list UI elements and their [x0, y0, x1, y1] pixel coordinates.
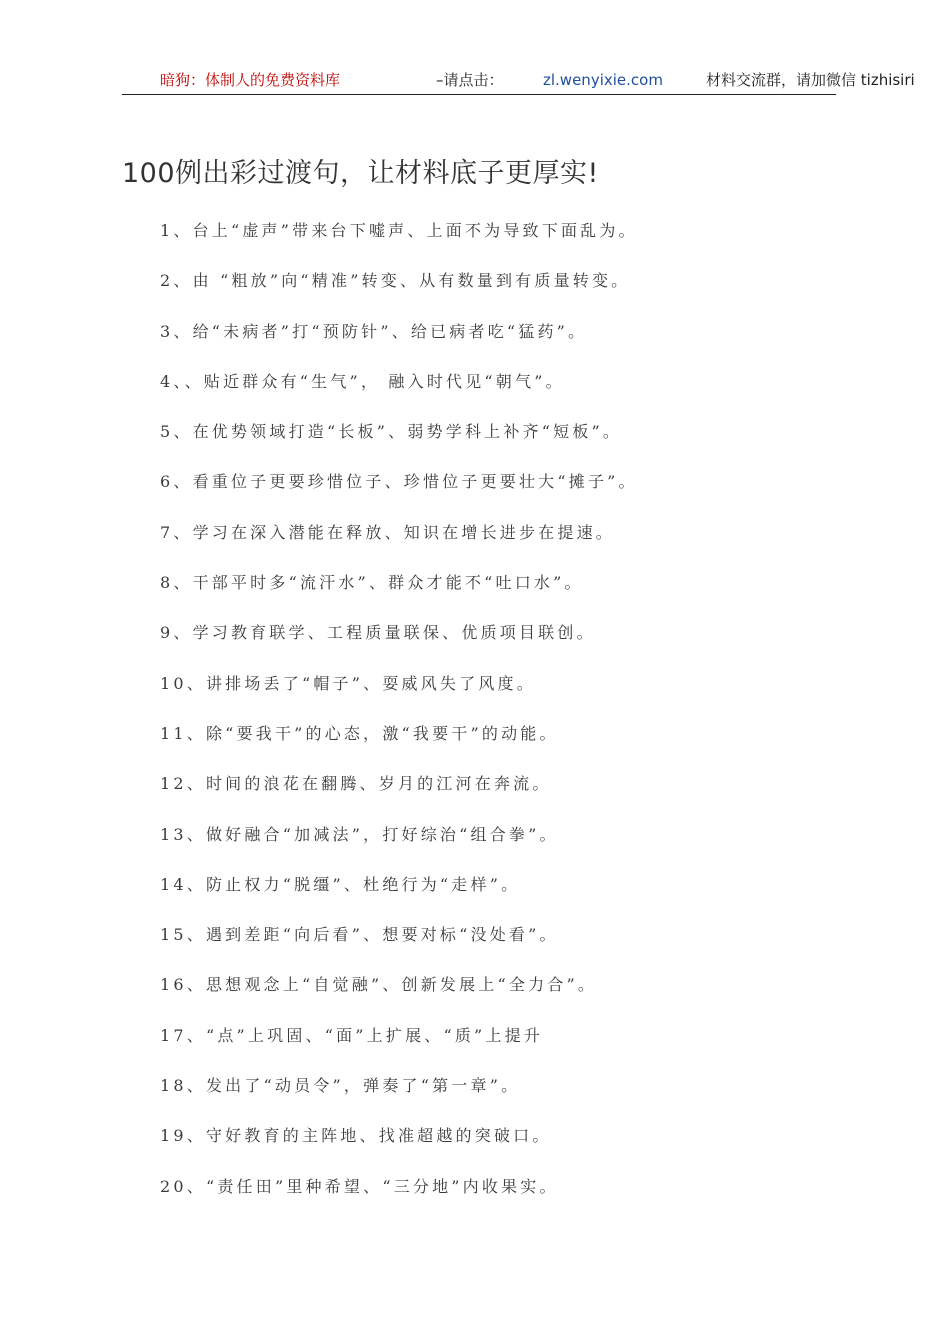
list-item: 12、时间的浪花在翻腾、岁月的江河在奔流。: [160, 774, 552, 794]
page-header: [122, 70, 915, 95]
header-brand: 暗狗：体制人的免费资料库: [160, 71, 341, 89]
list-item: 15、遇到差距“向后看”、想要对标“没处看”。: [160, 925, 559, 945]
list-item: 1、台上“虚声”带来台下嘘声、上面不为导致下面乱为。: [160, 221, 638, 240]
list-item: 9、学习教育联学、工程质量联保、优质项目联创。: [160, 623, 596, 643]
list-item: 20、“责任田”里种希望、“三分地”内收果实。: [160, 1176, 559, 1196]
list-item: 14、防止权力“脱缰”、杜绝行为“走样”。: [160, 874, 521, 894]
list-item: 6、看重位子更要珍惜位子、珍惜位子更要壮大“摊子”。: [160, 472, 638, 492]
list-item: 10、讲排场丢了“帽子”、耍威风失了风度。: [160, 673, 536, 693]
list-item: 19、守好教育的主阵地、找准超越的突破口。: [160, 1126, 552, 1146]
list-item: 8、干部平时多“流汗水”、群众才能不“吐口水”。: [160, 573, 584, 593]
list-item: 7、学习在深入潜能在释放、知识在增长进步在提速。: [160, 522, 615, 542]
list-item: 4、、贴近群众有“生气”， 融入时代见“朝气”。: [160, 371, 565, 391]
header-click-prompt: –请点击：: [436, 71, 504, 89]
list-item: 11、除“要我干”的心态，激“我要干”的动能。: [160, 723, 559, 743]
list-item: 13、做好融合“加减法”，打好综治“组合拳”。: [160, 824, 559, 844]
list-item: 3、给“未病者”打“预防针”、给已病者吃“猛药”。: [160, 321, 588, 341]
list-item: 16、思想观念上“自觉融”、创新发展上“全力合”。: [160, 975, 598, 995]
list-item: 2、由 “粗放”向“精准”转变、从有数量到有质量转变。: [160, 271, 631, 291]
list-item: 5、在优势领域打造“长板”、弱势学科上补齐“短板”。: [160, 422, 623, 442]
document-title: 100例出彩过渡句，让材料底子更厚实!: [122, 158, 599, 189]
sentence-list: [160, 219, 638, 1225]
header-link[interactable]: zl.wenyixie.com: [543, 71, 663, 89]
list-item: 17、“点”上巩固、“面”上扩展、“质”上提升: [160, 1025, 544, 1045]
header-wechat-note: 材料交流群，请加微信 tizhisiri: [706, 71, 915, 89]
list-item: 18、发出了“动员令”，弹奏了“第一章”。: [160, 1076, 521, 1096]
